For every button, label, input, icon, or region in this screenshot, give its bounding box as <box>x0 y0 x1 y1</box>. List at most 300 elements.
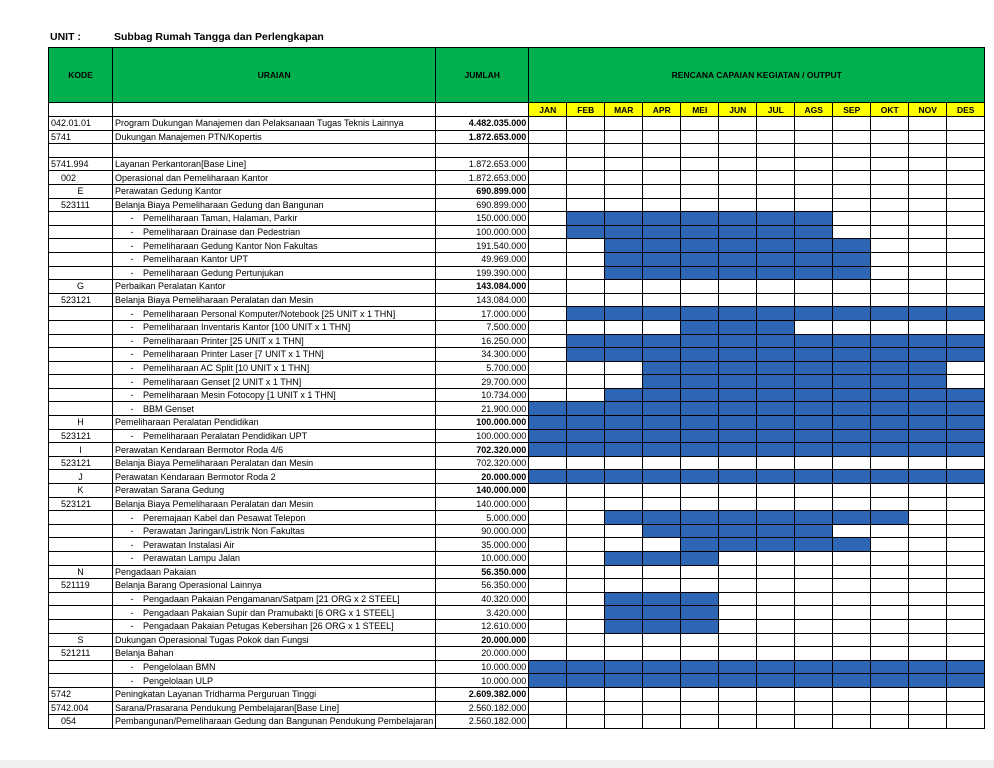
month-cell-jun <box>719 239 757 253</box>
row-uraian <box>113 660 436 674</box>
month-row-jumlah-blank <box>436 103 529 117</box>
row-kode: 523121 <box>49 293 113 307</box>
month-cell-sep <box>833 266 871 280</box>
month-cell-mar <box>605 470 643 484</box>
month-cell-apr <box>643 402 681 416</box>
month-cell-ags <box>795 647 833 661</box>
row-jumlah: 100.000.000 <box>436 429 529 443</box>
month-cell-okt <box>871 361 909 375</box>
month-cell-jun <box>719 198 757 212</box>
month-cell-mei <box>681 647 719 661</box>
month-cell-feb <box>567 484 605 498</box>
row-jumlah: 702.320.000 <box>436 456 529 470</box>
month-cell-mei <box>681 497 719 511</box>
month-cell-feb <box>567 198 605 212</box>
month-cell-jun <box>719 524 757 538</box>
month-cell-okt <box>871 293 909 307</box>
month-cell-nov <box>909 361 947 375</box>
month-cell-des <box>947 592 985 606</box>
month-cell-sep <box>833 429 871 443</box>
month-cell-mar <box>605 225 643 239</box>
month-cell-apr <box>643 511 681 525</box>
month-cell-jan <box>529 497 567 511</box>
month-cell-nov <box>909 320 947 334</box>
month-cell-okt <box>871 307 909 321</box>
row-kode <box>49 606 113 620</box>
month-cell-jun <box>719 511 757 525</box>
row-uraian-text: Belanja Biaya Pemeliharaan Gedung dan Bangunan <box>115 199 324 210</box>
month-cell-jun <box>719 633 757 647</box>
month-cell-des <box>947 320 985 334</box>
row-uraian <box>113 252 436 266</box>
month-cell-apr <box>643 239 681 253</box>
month-cell-mei <box>681 592 719 606</box>
table-body <box>49 117 985 729</box>
month-cell-nov <box>909 157 947 171</box>
month-cell-jan <box>529 524 567 538</box>
month-cell-jun <box>719 388 757 402</box>
month-cell-jul <box>757 647 795 661</box>
row-uraian-text: Pemeliharaan Peralatan Pendidikan UPT <box>143 430 308 441</box>
month-cell-sep <box>833 416 871 430</box>
month-cell-des <box>947 334 985 348</box>
month-cell-nov <box>909 456 947 470</box>
month-cell-feb <box>567 130 605 144</box>
table-row <box>49 320 985 334</box>
month-cell-ags <box>795 674 833 688</box>
month-cell-jan <box>529 470 567 484</box>
row-uraian <box>113 524 436 538</box>
month-cell-jun <box>719 565 757 579</box>
month-cell-jan <box>529 266 567 280</box>
row-uraian <box>113 157 436 171</box>
row-uraian-text: Pemeliharaan Printer Laser [7 UNIT x 1 THN] <box>143 349 324 360</box>
month-cell-jan <box>529 361 567 375</box>
month-header-mar: MAR <box>605 103 643 117</box>
month-cell-nov <box>909 348 947 362</box>
row-jumlah: 20.000.000 <box>436 633 529 647</box>
dash-bullet: - <box>130 267 134 278</box>
row-kode: 523121 <box>49 456 113 470</box>
month-cell-sep <box>833 252 871 266</box>
row-uraian-text: Pengadaan Pakaian Petugas Kebersihan [26 ORG x 1 STEEL] <box>143 621 394 632</box>
dash-bullet: - <box>130 227 134 238</box>
month-cell-jan <box>529 456 567 470</box>
month-cell-jul <box>757 388 795 402</box>
month-cell-jul <box>757 144 795 158</box>
month-cell-okt <box>871 674 909 688</box>
row-uraian <box>113 592 436 606</box>
month-cell-nov <box>909 334 947 348</box>
month-cell-apr <box>643 524 681 538</box>
month-cell-sep <box>833 470 871 484</box>
row-uraian-text: Pemeliharaan Taman, Halaman, Parkir <box>143 213 298 224</box>
month-cell-okt <box>871 266 909 280</box>
month-cell-okt <box>871 484 909 498</box>
dash-bullet: - <box>130 621 134 632</box>
month-cell-sep <box>833 579 871 593</box>
month-cell-jun <box>719 701 757 715</box>
month-cell-jun <box>719 538 757 552</box>
table-row <box>49 266 985 280</box>
month-cell-jan <box>529 443 567 457</box>
row-uraian <box>113 320 436 334</box>
month-cell-okt <box>871 348 909 362</box>
month-cell-jan <box>529 117 567 131</box>
month-cell-jan <box>529 198 567 212</box>
month-cell-des <box>947 280 985 294</box>
month-cell-sep <box>833 484 871 498</box>
month-cell-des <box>947 266 985 280</box>
row-uraian <box>113 484 436 498</box>
row-uraian-text: Belanja Biaya Pemeliharaan Peralatan dan Mesin <box>115 498 314 509</box>
month-cell-okt <box>871 320 909 334</box>
unit-label: UNIT : <box>50 31 81 43</box>
row-jumlah: 690.899.000 <box>436 184 529 198</box>
month-header-sep: SEP <box>833 103 871 117</box>
month-cell-jul <box>757 456 795 470</box>
dash-bullet: - <box>130 376 134 387</box>
row-uraian <box>113 456 436 470</box>
month-cell-des <box>947 647 985 661</box>
month-cell-jun <box>719 687 757 701</box>
row-jumlah: 10.000.000 <box>436 660 529 674</box>
month-cell-mei <box>681 280 719 294</box>
row-kode: S <box>49 633 113 647</box>
table-row <box>49 293 985 307</box>
month-cell-jun <box>719 375 757 389</box>
header-kode: KODE <box>49 48 113 103</box>
month-cell-des <box>947 361 985 375</box>
month-cell-okt <box>871 606 909 620</box>
month-cell-okt <box>871 402 909 416</box>
month-header-apr: APR <box>643 103 681 117</box>
month-cell-nov <box>909 184 947 198</box>
row-uraian-text: Belanja Biaya Pemeliharaan Peralatan dan Mesin <box>115 458 314 469</box>
month-cell-des <box>947 484 985 498</box>
month-cell-feb <box>567 293 605 307</box>
month-cell-nov <box>909 552 947 566</box>
row-uraian <box>113 538 436 552</box>
table-row <box>49 212 985 226</box>
month-cell-feb <box>567 375 605 389</box>
row-kode <box>49 320 113 334</box>
month-cell-des <box>947 212 985 226</box>
month-cell-jun <box>719 443 757 457</box>
dash-bullet: - <box>130 526 134 537</box>
table-row <box>49 565 985 579</box>
month-cell-ags <box>795 171 833 185</box>
month-cell-feb <box>567 619 605 633</box>
header-rencana: RENCANA CAPAIAN KEGIATAN / OUTPUT <box>529 48 985 103</box>
row-kode <box>49 592 113 606</box>
month-cell-des <box>947 538 985 552</box>
month-cell-okt <box>871 619 909 633</box>
month-cell-ags <box>795 660 833 674</box>
month-cell-okt <box>871 157 909 171</box>
row-kode: 5742 <box>49 687 113 701</box>
month-cell-mar <box>605 252 643 266</box>
month-cell-apr <box>643 619 681 633</box>
month-header-des: DES <box>947 103 985 117</box>
row-uraian-text: Layanan Perkantoran[Base Line] <box>115 159 247 170</box>
month-cell-mei <box>681 484 719 498</box>
month-cell-jan <box>529 592 567 606</box>
row-uraian-text: Pembangunan/Pemeliharaan Gedung dan Bangunan Pendukung Pembelajaran <box>115 716 434 727</box>
row-jumlah: 12.610.000 <box>436 619 529 633</box>
month-cell-okt <box>871 511 909 525</box>
month-cell-apr <box>643 660 681 674</box>
row-uraian-text: Program Dukungan Manajemen dan Pelaksanaan Tugas Teknis Lainnya <box>115 118 404 129</box>
month-cell-ags <box>795 565 833 579</box>
table-row <box>49 307 985 321</box>
month-cell-mei <box>681 198 719 212</box>
month-cell-nov <box>909 579 947 593</box>
row-jumlah: 1.872.653.000 <box>436 171 529 185</box>
month-cell-sep <box>833 715 871 729</box>
month-cell-ags <box>795 715 833 729</box>
month-cell-feb <box>567 320 605 334</box>
row-jumlah: 100.000.000 <box>436 416 529 430</box>
month-cell-sep <box>833 293 871 307</box>
month-cell-okt <box>871 239 909 253</box>
month-cell-okt <box>871 552 909 566</box>
month-cell-jun <box>719 497 757 511</box>
dash-bullet: - <box>130 594 134 605</box>
month-cell-mar <box>605 144 643 158</box>
row-uraian <box>113 606 436 620</box>
month-cell-mar <box>605 606 643 620</box>
table-row <box>49 402 985 416</box>
month-cell-jan <box>529 130 567 144</box>
row-jumlah: 199.390.000 <box>436 266 529 280</box>
month-cell-okt <box>871 647 909 661</box>
month-cell-okt <box>871 130 909 144</box>
month-cell-sep <box>833 212 871 226</box>
row-jumlah: 1.872.653.000 <box>436 157 529 171</box>
row-jumlah: 191.540.000 <box>436 239 529 253</box>
month-cell-ags <box>795 416 833 430</box>
month-cell-ags <box>795 429 833 443</box>
month-cell-des <box>947 633 985 647</box>
row-uraian-text: Pemeliharaan Kantor UPT <box>143 254 249 265</box>
month-cell-feb <box>567 497 605 511</box>
month-cell-jul <box>757 184 795 198</box>
month-cell-mar <box>605 239 643 253</box>
month-cell-mar <box>605 497 643 511</box>
table-row <box>49 715 985 729</box>
row-uraian-text: Pemeliharaan Mesin Fotocopy [1 UNIT x 1 THN] <box>143 390 336 401</box>
header-uraian: URAIAN <box>113 48 436 103</box>
month-cell-apr <box>643 592 681 606</box>
month-cell-sep <box>833 375 871 389</box>
month-cell-jun <box>719 348 757 362</box>
month-cell-mar <box>605 184 643 198</box>
dash-bullet: - <box>130 322 134 333</box>
month-cell-nov <box>909 660 947 674</box>
row-jumlah: 20.000.000 <box>436 647 529 661</box>
month-cell-feb <box>567 552 605 566</box>
table-row <box>49 157 985 171</box>
month-cell-apr <box>643 579 681 593</box>
month-cell-jul <box>757 320 795 334</box>
unit-value: Subbag Rumah Tangga dan Perlengkapan <box>114 31 324 43</box>
month-cell-mei <box>681 660 719 674</box>
row-jumlah: 40.320.000 <box>436 592 529 606</box>
month-cell-jul <box>757 157 795 171</box>
month-cell-mar <box>605 388 643 402</box>
month-cell-jul <box>757 266 795 280</box>
row-uraian <box>113 674 436 688</box>
month-cell-jan <box>529 660 567 674</box>
month-cell-jun <box>719 579 757 593</box>
table-row <box>49 484 985 498</box>
month-cell-okt <box>871 538 909 552</box>
month-cell-jul <box>757 239 795 253</box>
month-row-uraian-blank <box>113 103 436 117</box>
row-kode: G <box>49 280 113 294</box>
month-cell-feb <box>567 511 605 525</box>
month-cell-jul <box>757 633 795 647</box>
month-cell-feb <box>567 443 605 457</box>
row-jumlah: 2.609.382.000 <box>436 687 529 701</box>
month-cell-jan <box>529 307 567 321</box>
month-cell-ags <box>795 619 833 633</box>
month-cell-mei <box>681 307 719 321</box>
table-row <box>49 184 985 198</box>
month-cell-apr <box>643 484 681 498</box>
month-cell-feb <box>567 687 605 701</box>
month-cell-jul <box>757 592 795 606</box>
month-cell-mei <box>681 456 719 470</box>
month-cell-okt <box>871 416 909 430</box>
month-cell-des <box>947 687 985 701</box>
row-jumlah: 2.560.182.000 <box>436 701 529 715</box>
month-cell-jul <box>757 361 795 375</box>
month-cell-jul <box>757 606 795 620</box>
table-row <box>49 619 985 633</box>
month-cell-jun <box>719 606 757 620</box>
row-jumlah: 1.872.653.000 <box>436 130 529 144</box>
row-kode <box>49 252 113 266</box>
month-cell-mar <box>605 334 643 348</box>
month-cell-ags <box>795 361 833 375</box>
month-cell-sep <box>833 647 871 661</box>
row-kode: 5741 <box>49 130 113 144</box>
month-cell-jan <box>529 348 567 362</box>
month-cell-mei <box>681 171 719 185</box>
month-cell-feb <box>567 633 605 647</box>
month-cell-jul <box>757 443 795 457</box>
month-cell-jan <box>529 715 567 729</box>
month-cell-des <box>947 619 985 633</box>
month-cell-jun <box>719 144 757 158</box>
month-cell-mar <box>605 484 643 498</box>
month-cell-apr <box>643 198 681 212</box>
month-cell-okt <box>871 171 909 185</box>
month-cell-feb <box>567 388 605 402</box>
month-cell-mei <box>681 334 719 348</box>
month-cell-feb <box>567 266 605 280</box>
month-cell-feb <box>567 239 605 253</box>
table-row <box>49 171 985 185</box>
month-cell-sep <box>833 619 871 633</box>
month-cell-jan <box>529 171 567 185</box>
month-cell-mei <box>681 130 719 144</box>
month-cell-sep <box>833 334 871 348</box>
dash-bullet: - <box>130 607 134 618</box>
month-cell-sep <box>833 144 871 158</box>
month-cell-nov <box>909 280 947 294</box>
month-cell-ags <box>795 212 833 226</box>
month-cell-ags <box>795 497 833 511</box>
row-uraian <box>113 687 436 701</box>
month-cell-sep <box>833 225 871 239</box>
row-jumlah: 56.350.000 <box>436 565 529 579</box>
month-cell-jan <box>529 144 567 158</box>
month-cell-jan <box>529 701 567 715</box>
row-uraian <box>113 701 436 715</box>
month-cell-jan <box>529 565 567 579</box>
month-cell-jun <box>719 212 757 226</box>
month-cell-mei <box>681 225 719 239</box>
month-cell-sep <box>833 674 871 688</box>
month-cell-mar <box>605 552 643 566</box>
month-cell-ags <box>795 538 833 552</box>
month-cell-okt <box>871 470 909 484</box>
month-cell-mar <box>605 212 643 226</box>
row-uraian-text: Perawatan Gedung Kantor <box>115 186 222 197</box>
month-cell-jan <box>529 320 567 334</box>
month-cell-mar <box>605 687 643 701</box>
month-cell-des <box>947 198 985 212</box>
table-row <box>49 538 985 552</box>
month-cell-mei <box>681 144 719 158</box>
table-row <box>49 117 985 131</box>
month-cell-sep <box>833 538 871 552</box>
dash-bullet: - <box>130 390 134 401</box>
month-cell-mar <box>605 361 643 375</box>
row-jumlah: 3.420.000 <box>436 606 529 620</box>
month-cell-mar <box>605 456 643 470</box>
month-cell-mar <box>605 348 643 362</box>
month-cell-okt <box>871 198 909 212</box>
month-cell-nov <box>909 375 947 389</box>
month-cell-mar <box>605 633 643 647</box>
month-cell-ags <box>795 687 833 701</box>
month-cell-ags <box>795 701 833 715</box>
month-cell-sep <box>833 592 871 606</box>
month-cell-jul <box>757 674 795 688</box>
table-row <box>49 348 985 362</box>
month-cell-mei <box>681 524 719 538</box>
month-cell-apr <box>643 184 681 198</box>
month-cell-sep <box>833 157 871 171</box>
row-jumlah: 140.000.000 <box>436 497 529 511</box>
row-jumlah: 29.700.000 <box>436 375 529 389</box>
dash-bullet: - <box>130 308 134 319</box>
month-cell-apr <box>643 715 681 729</box>
row-kode: 042.01.01 <box>49 117 113 131</box>
month-cell-des <box>947 184 985 198</box>
month-cell-mei <box>681 565 719 579</box>
row-kode: 523121 <box>49 497 113 511</box>
row-uraian <box>113 307 436 321</box>
month-cell-mar <box>605 674 643 688</box>
month-cell-jan <box>529 402 567 416</box>
month-cell-jun <box>719 307 757 321</box>
month-cell-mei <box>681 402 719 416</box>
